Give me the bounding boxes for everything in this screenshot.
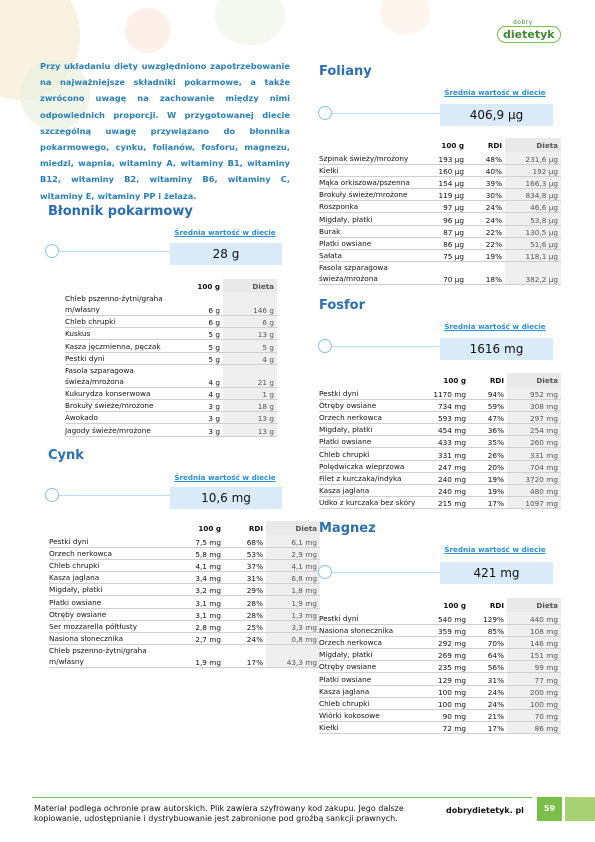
table-row (65, 316, 277, 328)
nutrient-table-magnez (319, 598, 561, 734)
food-name-cell: Kiełki (319, 722, 427, 734)
per-100g-cell: 75 µg (423, 250, 467, 262)
rdi-cell: 56% (469, 661, 507, 673)
footer-accent-block (565, 797, 595, 821)
rdi-cell: 19% (469, 485, 507, 497)
rdi-cell: 85% (469, 624, 507, 636)
decorative-fruit-shape (215, 0, 285, 45)
table-row (319, 201, 561, 213)
diet-value-cell: 1,8 mg (266, 584, 320, 596)
table-row (319, 697, 561, 709)
diet-value-cell: 70 mg (507, 710, 561, 722)
food-name-cell: Płatki owsiane (319, 237, 423, 249)
rdi-cell: 18% (467, 262, 505, 285)
table-row (49, 620, 320, 632)
rdi-cell: 20% (469, 460, 507, 472)
table-row (319, 685, 561, 697)
rdi-cell: 129% (469, 612, 507, 624)
diet-value-cell: 99 mg (507, 661, 561, 673)
average-label: Średnia wartość w diecie (444, 545, 546, 554)
section-title-fosfor: Fosfor (319, 298, 366, 313)
table-row (319, 460, 561, 472)
footer-divider (32, 797, 532, 798)
diet-value-cell: 166,3 µg (505, 176, 561, 188)
rdi-cell: 24% (467, 213, 505, 225)
per-100g-cell: 2,8 mg (176, 620, 224, 632)
average-label: Średnia wartość w diecie (444, 88, 546, 97)
per-100g-cell: 359 mg (427, 624, 469, 636)
page-number: 59 (537, 797, 562, 821)
table-row (65, 399, 277, 411)
table-row (65, 328, 277, 340)
per-100g-cell: 129 mg (427, 673, 469, 685)
food-name-cell: Orzech nerkowca (319, 636, 427, 648)
diet-value-cell: 200 mg (507, 685, 561, 697)
table-row (65, 424, 277, 436)
per-100g-cell: 97 µg (423, 201, 467, 213)
column-header-dieta: Dieta (223, 279, 277, 293)
per-100g-cell: 96 µg (423, 213, 467, 225)
food-name-cell: Pestki dyni (49, 535, 176, 547)
table-row (319, 399, 561, 411)
diet-value-cell: 231,6 µg (505, 152, 561, 164)
per-100g-cell: 593 mg (427, 411, 469, 423)
food-name-cell: Awokado (65, 412, 193, 424)
rdi-cell: 21% (469, 710, 507, 722)
table-row (49, 584, 320, 596)
diet-value-cell: 254 mg (507, 424, 561, 436)
table-header-row (65, 279, 277, 293)
diet-value-cell: 834,8 µg (505, 189, 561, 201)
circle-marker-icon (45, 488, 59, 502)
table-row (319, 250, 561, 262)
table-header-row (319, 598, 561, 612)
table-row (49, 547, 320, 559)
diet-value-cell: 21 g (223, 364, 277, 387)
table-row (319, 624, 561, 636)
diet-value-cell: 1,3 mg (266, 608, 320, 620)
per-100g-cell: 734 mg (427, 399, 469, 411)
table-row (319, 448, 561, 460)
food-name-cell: Kasza jaglana (319, 485, 427, 497)
table-row (319, 424, 561, 436)
section-title-cynk: Cynk (48, 448, 84, 463)
food-name-cell: Płatki owsiane (319, 436, 427, 448)
per-100g-cell: 193 µg (423, 152, 467, 164)
food-name-cell: Migdały, płatki (319, 213, 423, 225)
logo-main-text: dietetyk (497, 26, 561, 43)
per-100g-cell: 5 g (193, 340, 223, 352)
diet-value-cell: 146 mg (507, 636, 561, 648)
food-name-cell: Migdały, płatki (319, 424, 427, 436)
column-header-100g: 100 g (443, 600, 466, 610)
rdi-cell: 22% (467, 225, 505, 237)
table-row (319, 661, 561, 673)
column-header-100g: 100 g (198, 523, 221, 533)
column-header-dieta: Dieta (266, 521, 320, 535)
per-100g-cell: 331 mg (427, 448, 469, 460)
diet-value-cell: 6,1 mg (266, 535, 320, 547)
per-100g-cell: 160 µg (423, 164, 467, 176)
rdi-cell: 24% (469, 685, 507, 697)
column-header-dieta: Dieta (507, 598, 561, 612)
food-name-cell: Chleb chrupki (319, 448, 427, 460)
nutrient-table-blonnik (65, 279, 277, 437)
per-100g-cell: 3 g (193, 399, 223, 411)
per-100g-cell: 540 mg (427, 612, 469, 624)
diet-value-cell: 53,8 µg (505, 213, 561, 225)
average-value-box: 10,6 mg (170, 487, 282, 509)
food-name-cell: Płatki owsiane (319, 673, 427, 685)
rdi-cell: 29% (224, 584, 266, 596)
per-100g-cell: 6 g (193, 316, 223, 328)
diet-value-cell: 51,6 µg (505, 237, 561, 249)
table-row (319, 673, 561, 685)
table-row (319, 436, 561, 448)
table-row (319, 472, 561, 484)
per-100g-cell: 215 mg (427, 497, 469, 509)
rdi-cell: 26% (469, 448, 507, 460)
average-value-box: 421 mg (440, 562, 553, 584)
food-name-cell: Migdały, płatki (319, 649, 427, 661)
table-header-row (319, 373, 561, 387)
logo-top-text: dobry (513, 19, 533, 26)
per-100g-cell: 5 g (193, 352, 223, 364)
food-name-cell: Fasola szparagowa świeża/mrożona (319, 262, 423, 285)
diet-value-cell: 382,2 µg (505, 262, 561, 285)
table-row (49, 645, 320, 668)
per-100g-cell: 3,4 mg (176, 572, 224, 584)
rdi-cell: 39% (467, 176, 505, 188)
food-name-cell: Brokuły świeże/mrożone (319, 189, 423, 201)
per-100g-cell: 87 µg (423, 225, 467, 237)
rdi-cell: 17% (469, 722, 507, 734)
table-row (49, 535, 320, 547)
per-100g-cell: 154 µg (423, 176, 467, 188)
brand-logo (491, 19, 555, 51)
table-row (319, 152, 561, 164)
per-100g-cell: 3 g (193, 424, 223, 436)
per-100g-cell: 292 mg (427, 636, 469, 648)
per-100g-cell: 100 mg (427, 697, 469, 709)
diet-value-cell: 6,8 mg (266, 572, 320, 584)
rdi-cell: 37% (224, 559, 266, 571)
per-100g-cell: 3 g (193, 412, 223, 424)
food-name-cell: Filet z kurczaka/indyka (319, 472, 427, 484)
table-row (319, 237, 561, 249)
column-header-rdi: RDI (489, 600, 504, 610)
table-row (319, 176, 561, 188)
food-name-cell: Kukurydza konserwowa (65, 387, 193, 399)
food-name-cell: Chleb pszenno-żytni/graha m/własny (65, 293, 193, 316)
food-name-cell: Burak (319, 225, 423, 237)
per-100g-cell: 4 g (193, 364, 223, 387)
food-name-cell: Sałata (319, 250, 423, 262)
column-header-rdi: RDI (248, 523, 263, 533)
table-row (319, 164, 561, 176)
rdi-cell: 70% (469, 636, 507, 648)
per-100g-cell: 6 g (193, 293, 223, 316)
per-100g-cell: 119 µg (423, 189, 467, 201)
circle-marker-icon (318, 565, 332, 579)
food-name-cell: Fasola szparagowa świeża/mrożona (65, 364, 193, 387)
table-row (65, 364, 277, 387)
rdi-cell: 31% (469, 673, 507, 685)
food-name-cell: Otręby owsiane (49, 608, 176, 620)
rdi-cell: 30% (467, 189, 505, 201)
rdi-cell: 25% (224, 620, 266, 632)
rdi-cell: 64% (469, 649, 507, 661)
circle-marker-icon (318, 339, 332, 353)
rdi-cell: 36% (469, 424, 507, 436)
column-header-dieta: Dieta (507, 373, 561, 387)
diet-value-cell: 704 mg (507, 460, 561, 472)
column-header-rdi: RDI (489, 375, 504, 385)
per-100g-cell: 240 mg (427, 472, 469, 484)
per-100g-cell: 240 mg (427, 485, 469, 497)
rdi-cell: 94% (469, 387, 507, 399)
column-header-100g: 100 g (197, 281, 220, 291)
table-row (65, 340, 277, 352)
per-100g-cell: 5 g (193, 328, 223, 340)
section-title-magnez: Magnez (319, 521, 376, 536)
diet-value-cell: 480 mg (507, 485, 561, 497)
average-value-box: 28 g (170, 243, 282, 265)
circle-marker-icon (318, 106, 332, 120)
column-header-100g: 100 g (441, 140, 464, 150)
food-name-cell: Chleb pszenno-żytni/graha m/własny (49, 645, 176, 668)
food-name-cell: Chleb chrupki (319, 697, 427, 709)
per-100g-cell: 100 mg (427, 685, 469, 697)
per-100g-cell: 5,8 mg (176, 547, 224, 559)
table-row (319, 485, 561, 497)
diet-value-cell: 18 g (223, 399, 277, 411)
table-row (319, 612, 561, 624)
food-name-cell: Chleb chrupki (49, 559, 176, 571)
diet-value-cell: 118,1 µg (505, 250, 561, 262)
per-100g-cell: 72 mg (427, 722, 469, 734)
food-name-cell: Otręby owsiane (319, 399, 427, 411)
diet-value-cell: 13 g (223, 424, 277, 436)
food-name-cell: Pestki dyni (319, 612, 427, 624)
food-name-cell: Nasiona słonecznika (49, 633, 176, 645)
page-footer (0, 797, 595, 827)
table-row (319, 710, 561, 722)
per-100g-cell: 235 mg (427, 661, 469, 673)
circle-marker-icon (45, 244, 59, 258)
diet-value-cell: 297 mg (507, 411, 561, 423)
food-name-cell: Kasza jęczmienna, pęczak (65, 340, 193, 352)
rdi-cell: 17% (224, 645, 266, 668)
decorative-fruit-shape (125, 8, 170, 53)
intro-paragraph: Przy układaniu diety uwzględniono zapotrzebowanie na najważniejsze składniki pokarmowe, a także zwrócono uwagę na zachowanie między nimi odpowiednich proporcji. W przygotowanej diecie szczególną uwagę przywiązano do błonnika pokarmowego, cynku, folianów, fosforu, magnezu, miedzi, wapnia, witaminy A, witaminy B1, witaminy B12, witaminy B2, witaminy B6, witaminy C, witaminy E, witaminy PP i żelaza. (40, 61, 290, 201)
nutrient-table-foliany (319, 138, 561, 285)
diet-value-cell: 308 mg (507, 399, 561, 411)
table-row (319, 262, 561, 285)
table-row (319, 189, 561, 201)
diet-value-cell: 260 mg (507, 436, 561, 448)
table-row (49, 633, 320, 645)
diet-value-cell: 0,8 mg (266, 633, 320, 645)
nutrient-table-cynk (49, 521, 320, 668)
per-100g-cell: 433 mg (427, 436, 469, 448)
food-name-cell: Kuskus (65, 328, 193, 340)
food-name-cell: Kiełki (319, 164, 423, 176)
diet-value-cell: 1,9 mg (266, 596, 320, 608)
rdi-cell: 24% (224, 633, 266, 645)
diet-value-cell: 46,6 µg (505, 201, 561, 213)
per-100g-cell: 70 µg (423, 262, 467, 285)
rdi-cell: 24% (467, 201, 505, 213)
per-100g-cell: 3,2 mg (176, 584, 224, 596)
rdi-cell: 53% (224, 547, 266, 559)
per-100g-cell: 1,9 mg (176, 645, 224, 668)
rdi-cell: 28% (224, 596, 266, 608)
diet-value-cell: 108 mg (507, 624, 561, 636)
rdi-cell: 59% (469, 399, 507, 411)
rdi-cell: 17% (469, 497, 507, 509)
diet-value-cell: 6 g (223, 316, 277, 328)
column-header-100g: 100 g (443, 375, 466, 385)
food-name-cell: Kasza jaglana (49, 572, 176, 584)
average-label: Średnia wartość w diecie (174, 473, 276, 482)
rdi-cell: 68% (224, 535, 266, 547)
table-row (65, 293, 277, 316)
diet-value-cell: 130,5 µg (505, 225, 561, 237)
diet-value-cell: 77 mg (507, 673, 561, 685)
section-title-foliany: Foliany (319, 64, 372, 79)
table-row (65, 412, 277, 424)
food-name-cell: Otręby owsiane (319, 661, 427, 673)
average-label: Średnia wartość w diecie (444, 322, 546, 331)
food-name-cell: Szpinak świeży/mrożony (319, 152, 423, 164)
footer-website[interactable]: dobrydietetyk. pl (446, 806, 524, 815)
rdi-cell: 47% (469, 411, 507, 423)
table-row (49, 559, 320, 571)
section-title-blonnik: Błonnik pokarmowy (48, 204, 193, 219)
diet-value-cell: 146 g (223, 293, 277, 316)
food-name-cell: Ser mozzarella półtłusty (49, 620, 176, 632)
per-100g-cell: 247 mg (427, 460, 469, 472)
rdi-cell: 40% (467, 164, 505, 176)
food-name-cell: Nasiona słonecznika (319, 624, 427, 636)
diet-value-cell: 2,9 mg (266, 547, 320, 559)
diet-value-cell: 100 mg (507, 697, 561, 709)
table-row (319, 225, 561, 237)
per-100g-cell: 4,1 mg (176, 559, 224, 571)
diet-value-cell: 5 g (223, 340, 277, 352)
column-header-dieta: Dieta (505, 138, 561, 152)
rdi-cell: 22% (467, 237, 505, 249)
food-name-cell: Orzech nerkowca (49, 547, 176, 559)
food-name-cell: Orzech nerkowca (319, 411, 427, 423)
table-row (319, 636, 561, 648)
food-name-cell: Polędwiczka wieprzowa (319, 460, 427, 472)
table-row (49, 572, 320, 584)
rdi-cell: 19% (469, 472, 507, 484)
food-name-cell: Udko z kurczaka bez skóry (319, 497, 427, 509)
average-value-box: 1616 mg (440, 338, 553, 360)
per-100g-cell: 7,5 mg (176, 535, 224, 547)
table-row (319, 411, 561, 423)
per-100g-cell: 1170 mg (427, 387, 469, 399)
food-name-cell: Chleb chrupki (65, 316, 193, 328)
per-100g-cell: 86 µg (423, 237, 467, 249)
diet-value-cell: 86 mg (507, 722, 561, 734)
rdi-cell: 28% (224, 608, 266, 620)
per-100g-cell: 3,1 mg (176, 608, 224, 620)
food-name-cell: Mąka orkiszowa/pszenna (319, 176, 423, 188)
copyright-notice: Materiał podlega ochronie praw autorskich. Plik zawiera szyfrowany kod zakupu. Jego dalsze kopiowanie, udostępnianie i dystrybuowanie jest zabronione pod groźbą sankcji prawnych. (34, 804, 404, 823)
diet-value-cell: 13 g (223, 412, 277, 424)
diet-value-cell: 192 µg (505, 164, 561, 176)
table-row (319, 213, 561, 225)
decorative-fruit-shape (380, 0, 430, 35)
diet-value-cell: 3,3 mg (266, 620, 320, 632)
diet-value-cell: 13 g (223, 328, 277, 340)
rdi-cell: 24% (469, 697, 507, 709)
food-name-cell: Pestki dyni (319, 387, 427, 399)
table-row (319, 497, 561, 509)
average-value-box: 406,9 µg (440, 104, 553, 126)
table-row (319, 387, 561, 399)
food-name-cell: Płatki owsiane (49, 596, 176, 608)
rdi-cell: 31% (224, 572, 266, 584)
per-100g-cell: 4 g (193, 387, 223, 399)
diet-value-cell: 1097 mg (507, 497, 561, 509)
per-100g-cell: 3,1 mg (176, 596, 224, 608)
food-name-cell: Migdały, płatki (49, 584, 176, 596)
table-row (65, 352, 277, 364)
food-name-cell: Brokuły świeże/mrożone (65, 399, 193, 411)
diet-value-cell: 3720 mg (507, 472, 561, 484)
diet-value-cell: 331 mg (507, 448, 561, 460)
average-label: Średnia wartość w diecie (174, 228, 276, 237)
column-header-rdi: RDI (487, 140, 502, 150)
table-row (65, 387, 277, 399)
per-100g-cell: 2,7 mg (176, 633, 224, 645)
rdi-cell: 19% (467, 250, 505, 262)
diet-value-cell: 440 mg (507, 612, 561, 624)
per-100g-cell: 454 mg (427, 424, 469, 436)
food-name-cell: Wiórki kokosowe (319, 710, 427, 722)
table-row (49, 608, 320, 620)
diet-value-cell: 43,3 mg (266, 645, 320, 668)
table-row (49, 596, 320, 608)
nutrient-table-fosfor (319, 373, 561, 509)
food-name-cell: Roszponka (319, 201, 423, 213)
diet-value-cell: 4,1 mg (266, 559, 320, 571)
food-name-cell: Pestki dyni (65, 352, 193, 364)
diet-value-cell: 4 g (223, 352, 277, 364)
per-100g-cell: 269 mg (427, 649, 469, 661)
diet-value-cell: 952 mg (507, 387, 561, 399)
diet-value-cell: 151 mg (507, 649, 561, 661)
food-name-cell: Jagody świeże/mrożone (65, 424, 193, 436)
rdi-cell: 35% (469, 436, 507, 448)
table-row (319, 722, 561, 734)
rdi-cell: 48% (467, 152, 505, 164)
food-name-cell: Kasza jaglana (319, 685, 427, 697)
per-100g-cell: 90 mg (427, 710, 469, 722)
table-row (319, 649, 561, 661)
table-header-row (49, 521, 320, 535)
diet-value-cell: 1 g (223, 387, 277, 399)
table-header-row (319, 138, 561, 152)
